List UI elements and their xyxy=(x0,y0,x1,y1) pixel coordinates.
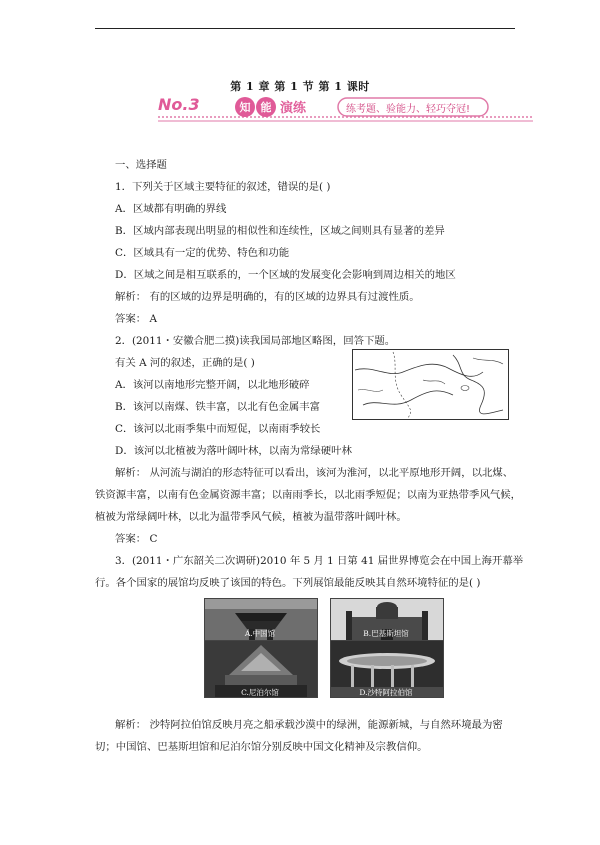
q3-stem-line-2: 行。各个国家的展馆均反映了该国的特色。下列展馆最能反映其自然环境特征的是( ) xyxy=(95,577,481,589)
q3-analysis-line-2: 切；中国馆、巴基斯坦馆和尼泊尔馆分别反映中国文化精神及宗教信仰。 xyxy=(95,741,428,753)
map-sketch xyxy=(353,350,508,419)
banner-slogan: 练考题、验能力、轻巧夺冠! xyxy=(346,104,471,115)
q2-analysis-line-1: 解析： 从河流与湖泊的形态特征可以看出，该河为淮河，以北平原地形开阔，以北煤、 xyxy=(115,467,514,479)
q2-option-b: B．该河以南煤、铁丰富，以北有色金属丰富 xyxy=(115,401,321,413)
banner-char-1: 知 xyxy=(239,101,251,114)
caption-d: D.沙特阿拉伯馆 xyxy=(359,688,413,697)
q2-option-c: C．该河以北雨季集中而短促，以南雨季较长 xyxy=(115,423,321,435)
q2-analysis-line-2: 铁资源丰富，以南有色金属资源丰富；以南雨季长，以北雨季短促；以南为亚热带季风气候， xyxy=(95,489,522,501)
banner-title: 演练 xyxy=(280,101,307,116)
q1-analysis: 解析： 有的区域的边界是明确的，有的区域的边界具有过渡性质。 xyxy=(115,291,420,303)
q3-analysis-line-1: 解析： 沙特阿拉伯馆反映月亮之船承载沙漠中的绿洲，能源新城，与自然环境最为密 xyxy=(115,719,503,731)
q1-option-c: C．区域具有一定的优势、特色和功能 xyxy=(115,247,290,259)
q1-option-a: A．区域都有明确的界线 xyxy=(115,203,227,215)
caption-c: C.尼泊尔馆 xyxy=(241,688,279,697)
section-banner xyxy=(158,94,533,126)
caption-b: B.巴基斯坦馆 xyxy=(363,629,409,638)
q2-analysis-line-3: 植被为常绿阔叶林，以北为温带季风气候，植被为温带落叶阔叶林。 xyxy=(95,511,407,523)
region-map xyxy=(352,349,509,420)
q2-answer: 答案： C xyxy=(115,533,158,545)
caption-a: A.中国馆 xyxy=(244,629,276,638)
banner-char-2: 能 xyxy=(260,101,272,114)
q2-option-d: D．该河以北植被为落叶阔叶林，以南为常绿硬叶林 xyxy=(115,445,352,457)
q2-option-a: A．该河以南地形完整开阔，以北地形破碎 xyxy=(115,379,310,391)
section-heading: 一、选择题 xyxy=(115,159,167,171)
chapter-title: 第 1 章 第 1 节 第 1 课时 xyxy=(230,80,370,93)
q1-option-b: B．区域内部表现出明显的相似性和连续性，区域之间则具有显著的差异 xyxy=(115,225,445,237)
q2-subquestion: 有关 A 河的叙述，正确的是( ) xyxy=(115,357,255,369)
q1-answer: 答案： A xyxy=(115,313,157,325)
q1-option-d: D．区域之间是相互联系的，一个区域的发展变化会影响到周边相关的地区 xyxy=(115,269,456,281)
q2-stem: 2．(2011・安徽合肥二摸)读我国局部地区略图，回答下题。 xyxy=(115,335,396,347)
banner-number: No.3 xyxy=(158,95,200,114)
q1-stem: 1．下列关于区域主要特征的叙述，错误的是( ) xyxy=(115,181,331,193)
q3-stem-line-1: 3．(2011・广东韶关二次调研)2010 年 5 月 1 日第 41 届世界博览会在中国上海开幕举 xyxy=(115,555,524,567)
header-rule xyxy=(95,28,515,29)
